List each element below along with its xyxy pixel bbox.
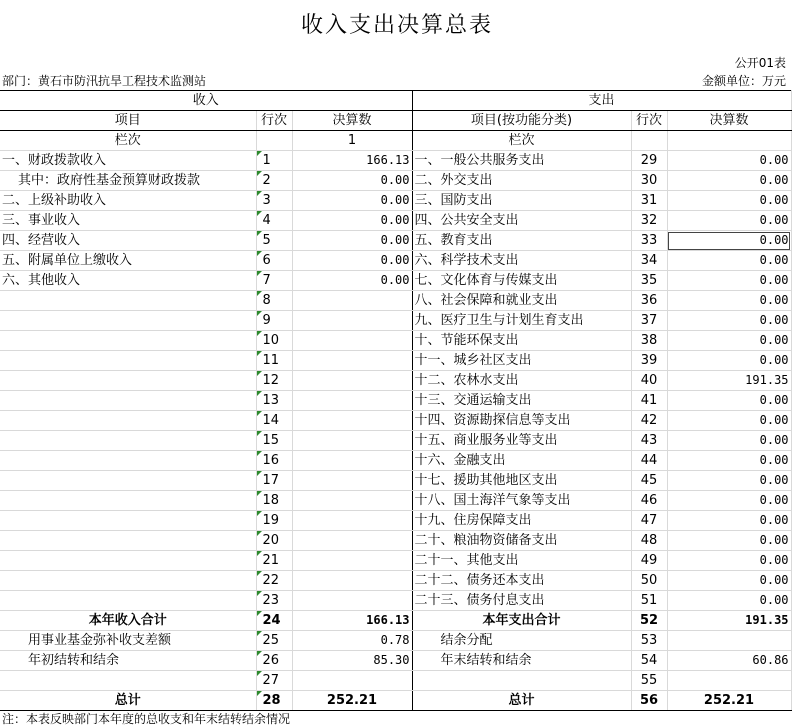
- department-label: 部门：黄石市防汛抗旱工程技术监测站: [2, 74, 207, 88]
- table-row: [0, 171, 791, 191]
- grand-income-label: 总计: [0, 691, 256, 711]
- expense-line: 43: [631, 431, 667, 451]
- income-item: 五、附属单位上缴收入: [0, 251, 256, 271]
- income-amount[interactable]: [292, 371, 412, 391]
- income-amount[interactable]: 166.13: [292, 151, 412, 171]
- expense-amount[interactable]: 0.00: [667, 191, 791, 211]
- expense-line: 33: [631, 231, 667, 251]
- expense-amount[interactable]: 0.00: [667, 351, 791, 371]
- expense-item: 十二、农林水支出: [412, 371, 631, 391]
- expense-item: 十六、金融支出: [412, 451, 631, 471]
- expense-amount[interactable]: 0.00: [667, 471, 791, 491]
- income-line: 18: [256, 491, 292, 511]
- income-amount[interactable]: 0.00: [292, 271, 412, 291]
- expense-amount[interactable]: 0.00: [667, 431, 791, 451]
- table-row: [0, 271, 791, 291]
- expense-amount[interactable]: 0.00: [667, 591, 791, 611]
- grand-income-amount[interactable]: 252.21: [292, 691, 412, 711]
- end-amount[interactable]: 60.86: [667, 651, 791, 671]
- expense-amount[interactable]: 0.00: [667, 331, 791, 351]
- table-row: [0, 471, 791, 491]
- blank-income-line: 27: [256, 671, 292, 691]
- expense-item: 二十二、债务还本支出: [412, 571, 631, 591]
- expense-amount[interactable]: 0.00: [667, 151, 791, 171]
- expense-header: 支出: [412, 91, 791, 111]
- expense-item: 九、医疗卫生与计划生育支出: [412, 311, 631, 331]
- income-amount[interactable]: [292, 511, 412, 531]
- income-line: 21: [256, 551, 292, 571]
- income-item: [0, 571, 256, 591]
- form-code: 公开01表: [734, 56, 786, 70]
- table-row: [0, 491, 791, 511]
- expense-item: 十、节能环保支出: [412, 331, 631, 351]
- income-line: 2: [256, 171, 292, 191]
- expense-line: 50: [631, 571, 667, 591]
- unit-label: 金额单位：万元: [701, 74, 786, 88]
- income-line: 19: [256, 511, 292, 531]
- expense-total-amount[interactable]: 191.35: [667, 611, 791, 631]
- footnote: 注：本表反映部门本年度的总收支和年末结转结余情况: [2, 712, 291, 726]
- begin-amount[interactable]: 85.30: [292, 651, 412, 671]
- expense-amount[interactable]: 0.00: [667, 511, 791, 531]
- distrib-line: 53: [631, 631, 667, 651]
- income-line: 12: [256, 371, 292, 391]
- expense-col-line: 行次: [631, 111, 667, 131]
- expense-amount[interactable]: 0.00: [667, 211, 791, 231]
- table-row: [0, 371, 791, 391]
- expense-item: 十四、资源勘探信息等支出: [412, 411, 631, 431]
- expense-line: 31: [631, 191, 667, 211]
- distrib-amount[interactable]: [667, 631, 791, 651]
- expense-line: 34: [631, 251, 667, 271]
- grand-expense-label: 总计: [412, 691, 631, 711]
- income-item: [0, 311, 256, 331]
- income-amount[interactable]: 0.00: [292, 191, 412, 211]
- income-item: 一、财政拨款收入: [0, 151, 256, 171]
- income-col-line: 行次: [256, 111, 292, 131]
- table-row: [0, 191, 791, 211]
- expense-amount[interactable]: 0.00: [667, 391, 791, 411]
- expense-col-item: 项目(按功能分类): [412, 111, 631, 131]
- income-line: 22: [256, 571, 292, 591]
- income-line: 5: [256, 231, 292, 251]
- income-item: [0, 291, 256, 311]
- income-amount[interactable]: [292, 491, 412, 511]
- gap-amount[interactable]: 0.78: [292, 631, 412, 651]
- table-row: [0, 251, 791, 271]
- income-amount[interactable]: [292, 411, 412, 431]
- expense-amount[interactable]: 191.35: [667, 371, 791, 391]
- income-amount[interactable]: [292, 331, 412, 351]
- income-item: [0, 471, 256, 491]
- expense-amount[interactable]: 0.00: [667, 171, 791, 191]
- income-item: [0, 391, 256, 411]
- expense-item: 二十、粮油物资储备支出: [412, 531, 631, 551]
- income-amount[interactable]: [292, 431, 412, 451]
- expense-item: 十三、交通运输支出: [412, 391, 631, 411]
- expense-line: 48: [631, 531, 667, 551]
- table-row: [0, 331, 791, 351]
- expense-item: 三、国防支出: [412, 191, 631, 211]
- table-row: [0, 351, 791, 371]
- expense-item: 二、外交支出: [412, 171, 631, 191]
- income-amount[interactable]: [292, 591, 412, 611]
- gap-label: 用事业基金弥补收支差额: [0, 631, 256, 651]
- income-line: 14: [256, 411, 292, 431]
- expense-amount[interactable]: 0.00: [667, 251, 791, 271]
- table-row: [0, 591, 791, 611]
- income-amount[interactable]: [292, 391, 412, 411]
- expense-amount[interactable]: 0.00: [667, 571, 791, 591]
- income-amount[interactable]: [292, 531, 412, 551]
- expense-line: 40: [631, 371, 667, 391]
- end-line: 54: [631, 651, 667, 671]
- income-line: 9: [256, 311, 292, 331]
- expense-line: 37: [631, 311, 667, 331]
- expense-line: 42: [631, 411, 667, 431]
- expense-amount[interactable]: 0.00: [667, 531, 791, 551]
- expense-line: 38: [631, 331, 667, 351]
- income-amount[interactable]: 0.00: [292, 251, 412, 271]
- income-item: [0, 591, 256, 611]
- income-item: [0, 491, 256, 511]
- income-amount[interactable]: [292, 351, 412, 371]
- expense-item: 十一、城乡社区支出: [412, 351, 631, 371]
- expense-item: 十八、国土海洋气象等支出: [412, 491, 631, 511]
- table-row: [0, 231, 791, 251]
- distrib-label: 结余分配: [412, 631, 631, 651]
- expense-item: 二十三、债务付息支出: [412, 591, 631, 611]
- income-total-line: 24: [256, 611, 292, 631]
- income-amount[interactable]: [292, 291, 412, 311]
- table-row: [0, 291, 791, 311]
- expense-item: 十七、援助其他地区支出: [412, 471, 631, 491]
- income-item: [0, 551, 256, 571]
- expense-amount[interactable]: 0.00: [667, 231, 791, 251]
- expense-amount[interactable]: 0.00: [667, 411, 791, 431]
- income-amount[interactable]: 0.00: [292, 171, 412, 191]
- expense-item: 十九、住房保障支出: [412, 511, 631, 531]
- income-line: 20: [256, 531, 292, 551]
- expense-item: 四、公共安全支出: [412, 211, 631, 231]
- expense-column-label: 栏次: [412, 131, 631, 151]
- income-line: 16: [256, 451, 292, 471]
- expense-item: 二十一、其他支出: [412, 551, 631, 571]
- table-row: [0, 411, 791, 431]
- expense-col-amount: 决算数: [667, 111, 791, 131]
- begin-label: 年初结转和结余: [0, 651, 256, 671]
- income-item: 二、上级补助收入: [0, 191, 256, 211]
- expense-line: 36: [631, 291, 667, 311]
- income-item: [0, 371, 256, 391]
- income-line: 1: [256, 151, 292, 171]
- page-title: 收入支出决算总表: [300, 13, 493, 38]
- expense-amount[interactable]: 0.00: [667, 311, 791, 331]
- table-row: [0, 531, 791, 551]
- expense-item: 一、一般公共服务支出: [412, 151, 631, 171]
- income-total-amount[interactable]: 166.13: [292, 611, 412, 631]
- expense-amount[interactable]: 0.00: [667, 491, 791, 511]
- table-row: [0, 551, 791, 571]
- grand-expense-line: 56: [631, 691, 667, 711]
- income-total-label: 本年收入合计: [0, 611, 256, 631]
- income-amount[interactable]: [292, 451, 412, 471]
- income-item: [0, 331, 256, 351]
- income-amount[interactable]: [292, 571, 412, 591]
- income-item: [0, 451, 256, 471]
- blank-expense-line: 55: [631, 671, 667, 691]
- income-item: [0, 411, 256, 431]
- expense-amount[interactable]: 0.00: [667, 291, 791, 311]
- expense-line: 45: [631, 471, 667, 491]
- expense-line: 44: [631, 451, 667, 471]
- income-line: 15: [256, 431, 292, 451]
- income-line: 17: [256, 471, 292, 491]
- expense-line: 46: [631, 491, 667, 511]
- income-amount[interactable]: [292, 551, 412, 571]
- expense-line: 35: [631, 271, 667, 291]
- expense-line: 39: [631, 351, 667, 371]
- income-line: 8: [256, 291, 292, 311]
- grand-income-line: 28: [256, 691, 292, 711]
- income-item: 其中：政府性基金预算财政拨款: [0, 171, 256, 191]
- expense-line: 41: [631, 391, 667, 411]
- expense-line: 49: [631, 551, 667, 571]
- grand-expense-amount[interactable]: 252.21: [667, 691, 791, 711]
- income-line: 13: [256, 391, 292, 411]
- income-amount[interactable]: [292, 311, 412, 331]
- income-amount[interactable]: 0.00: [292, 211, 412, 231]
- income-line: 11: [256, 351, 292, 371]
- table-row: [0, 431, 791, 451]
- table-row: [0, 451, 791, 471]
- income-item: [0, 511, 256, 531]
- expense-item: 六、科学技术支出: [412, 251, 631, 271]
- income-item: 三、事业收入: [0, 211, 256, 231]
- table-row: [0, 511, 791, 531]
- expense-line: 51: [631, 591, 667, 611]
- income-item: 四、经营收入: [0, 231, 256, 251]
- income-line: 6: [256, 251, 292, 271]
- expense-item: 七、文化体育与传媒支出: [412, 271, 631, 291]
- income-item: [0, 431, 256, 451]
- expense-line: 30: [631, 171, 667, 191]
- expense-item: 八、社会保障和就业支出: [412, 291, 631, 311]
- table-row: [0, 151, 791, 171]
- income-amount[interactable]: [292, 471, 412, 491]
- income-line: 3: [256, 191, 292, 211]
- income-item: [0, 531, 256, 551]
- expense-item: 十五、商业服务业等支出: [412, 431, 631, 451]
- income-column-no: 1: [292, 131, 412, 151]
- expense-line: 29: [631, 151, 667, 171]
- expense-amount[interactable]: 0.00: [667, 451, 791, 471]
- income-item: 六、其他收入: [0, 271, 256, 291]
- table-row: [0, 571, 791, 591]
- expense-line: 47: [631, 511, 667, 531]
- summary-table: [0, 90, 792, 711]
- income-header: 收入: [0, 91, 412, 111]
- expense-line: 32: [631, 211, 667, 231]
- expense-item: 五、教育支出: [412, 231, 631, 251]
- income-line: 7: [256, 271, 292, 291]
- income-amount[interactable]: 0.00: [292, 231, 412, 251]
- expense-total-label: 本年支出合计: [412, 611, 631, 631]
- begin-line: 26: [256, 651, 292, 671]
- income-item: [0, 351, 256, 371]
- gap-line: 25: [256, 631, 292, 651]
- table-row: [0, 211, 791, 231]
- income-col-item: 项目: [0, 111, 256, 131]
- expense-amount[interactable]: 0.00: [667, 551, 791, 571]
- income-line: 10: [256, 331, 292, 351]
- income-column-label: 栏次: [0, 131, 256, 151]
- table-row: [0, 311, 791, 331]
- income-col-amount: 决算数: [292, 111, 412, 131]
- end-label: 年末结转和结余: [412, 651, 631, 671]
- expense-total-line: 52: [631, 611, 667, 631]
- expense-amount[interactable]: 0.00: [667, 271, 791, 291]
- income-line: 23: [256, 591, 292, 611]
- income-line: 4: [256, 211, 292, 231]
- table-row: [0, 391, 791, 411]
